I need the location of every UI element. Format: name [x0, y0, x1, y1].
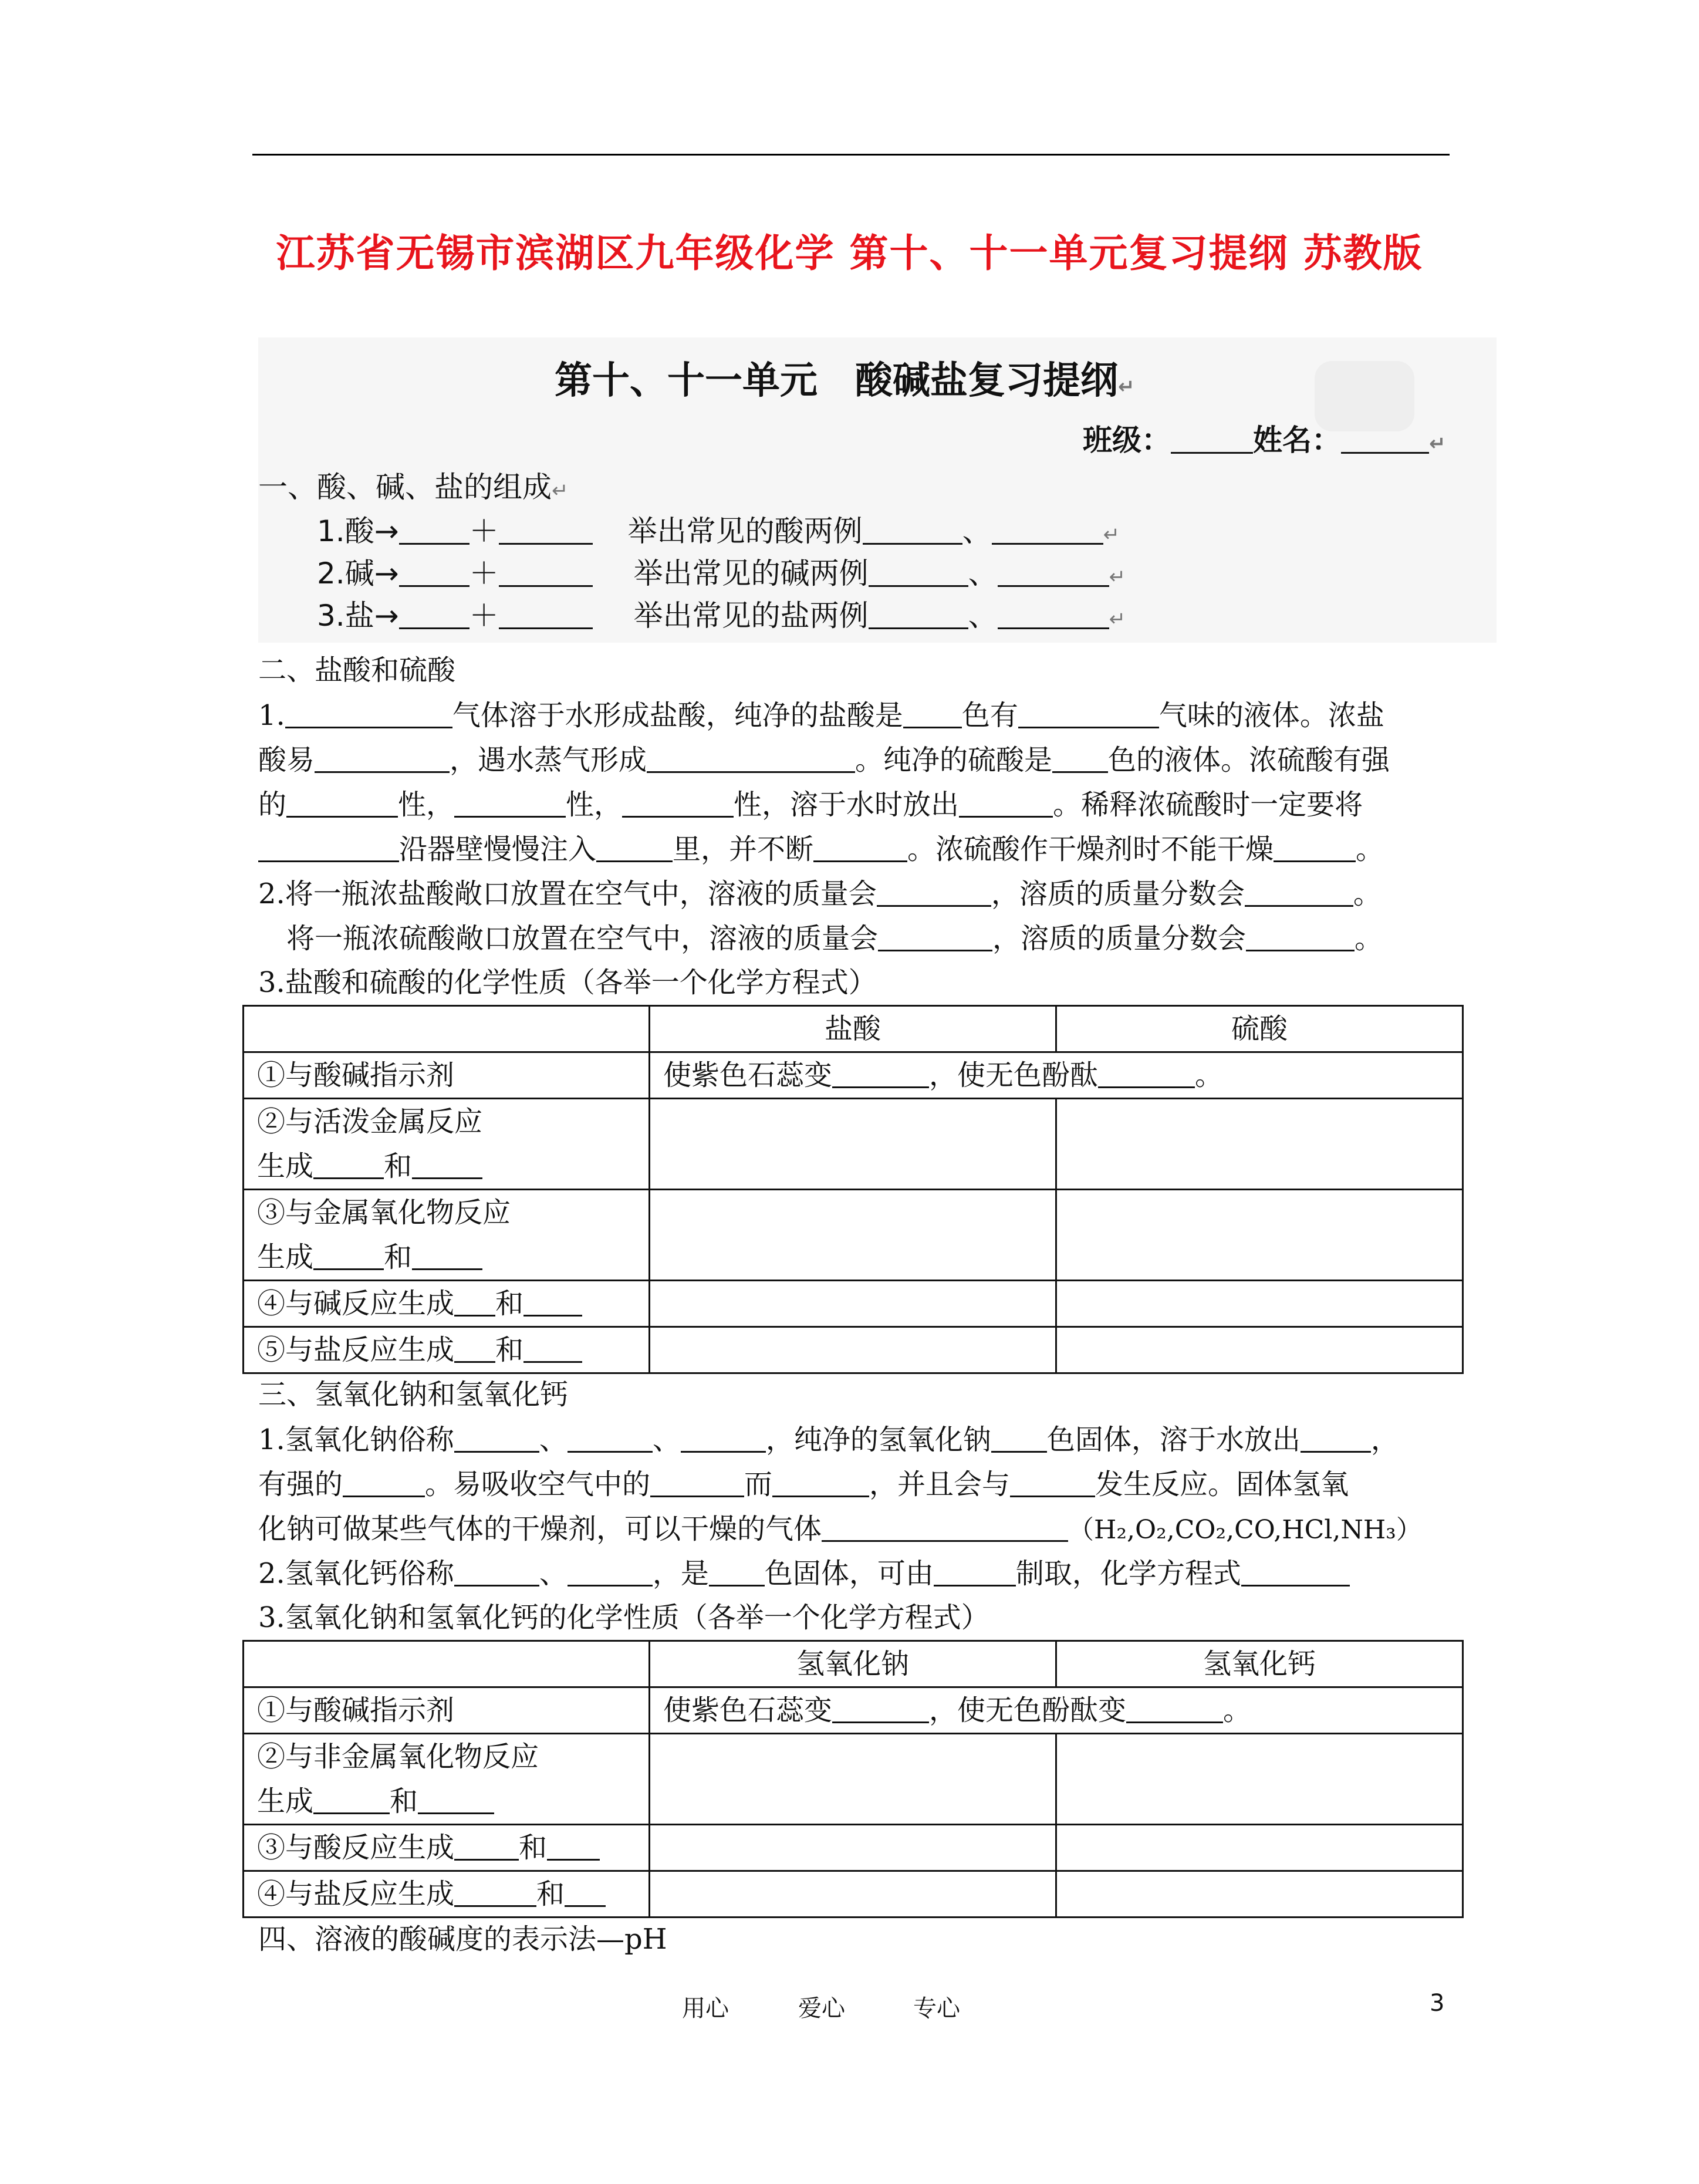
answer-cell[interactable]	[1056, 1734, 1463, 1825]
sec2-line-2	[258, 744, 1390, 777]
text: 1.氢氧化钠俗称	[258, 1423, 454, 1456]
blank	[877, 879, 991, 907]
table-row	[244, 1052, 1463, 1099]
answer-cell[interactable]	[650, 1825, 1056, 1871]
section-1-heading: 一、酸、碱、盐的组成↵	[258, 470, 569, 504]
row-label	[244, 1871, 650, 1918]
plus-sign: ＋	[469, 599, 499, 633]
blank	[1245, 879, 1353, 907]
blank	[869, 602, 968, 629]
blank	[832, 1061, 929, 1088]
blank	[454, 1833, 519, 1861]
text: 而	[744, 1468, 773, 1501]
class-label: 班级：	[1083, 423, 1171, 457]
footer-left: 用心	[682, 1995, 729, 2022]
blank	[568, 1559, 653, 1586]
text: 制取，化学方程式	[1015, 1557, 1241, 1590]
blank	[568, 1425, 653, 1453]
text: 色固体，可由	[764, 1557, 934, 1590]
sec3-line-3	[258, 1514, 1422, 1543]
sec2-line-6	[286, 924, 1383, 953]
blank	[647, 745, 855, 773]
blank	[991, 1425, 1047, 1453]
blank	[286, 790, 398, 818]
plus-sign: ＋	[469, 514, 499, 548]
blank	[399, 602, 469, 629]
text: ，并且会与	[869, 1468, 1011, 1501]
row-sep: 、	[968, 599, 998, 633]
blank	[822, 1514, 1068, 1542]
text: ②与非金属氧化物反应	[257, 1740, 539, 1773]
text: 酸易	[258, 744, 315, 777]
composition-row-salt: 3.盐→ ＋ 举出常见的盐两例 、 ↵	[317, 599, 1126, 633]
section-2-heading: 二、盐酸和硫酸	[258, 654, 456, 687]
section-3-heading: 三、氢氧化钠和氢氧化钙	[258, 1378, 569, 1411]
blank	[863, 517, 962, 545]
class-name-line: 班级： 姓名： ↵	[1083, 423, 1446, 457]
page-number: 3	[1430, 1990, 1445, 2017]
name-label: 姓名：	[1253, 423, 1341, 457]
blank	[412, 1152, 482, 1179]
answer-cell[interactable]	[1056, 1327, 1463, 1373]
blank	[998, 559, 1109, 587]
text: 生成	[257, 1241, 314, 1274]
sec3-line-4	[258, 1559, 1350, 1588]
text: ，使无色酚酞	[929, 1059, 1099, 1092]
blank	[813, 835, 907, 862]
text: ②与活泼金属反应	[257, 1105, 483, 1138]
text: 、	[539, 1557, 568, 1590]
text: 和	[384, 1150, 413, 1183]
table-row	[244, 1099, 1463, 1190]
text: 发生反应。固体氢氧	[1095, 1468, 1349, 1501]
sec2-line-5	[258, 879, 1382, 908]
plus-sign: ＋	[469, 556, 499, 590]
text: 有强的	[258, 1468, 343, 1501]
class-blank	[1171, 426, 1253, 454]
text: ，溶质的质量分数会	[992, 922, 1247, 955]
sec2-line-3	[258, 790, 1363, 819]
blank	[315, 745, 450, 773]
sec2-line-4	[258, 833, 1384, 866]
blank	[454, 1879, 536, 1907]
blank	[454, 1289, 495, 1317]
gas-list: （H₂,O₂,CO₂,CO,HCl,NH₃）	[1068, 1515, 1422, 1545]
text: ④与盐反应生成	[257, 1878, 455, 1910]
blank	[1301, 1425, 1371, 1453]
document-title: 江苏省无锡市滨湖区九年级化学 第十、十一单元复习提纲 苏教版	[276, 230, 1423, 276]
indicator-cell	[650, 1687, 1463, 1734]
composition-row-acid: 1.酸→ ＋ 举出常见的酸两例 、 ↵	[317, 514, 1120, 548]
sec3-line-1	[258, 1425, 1399, 1454]
composition-row-base: 2.碱→ ＋ 举出常见的碱两例 、 ↵	[317, 556, 1126, 590]
blank	[523, 1335, 582, 1363]
table-row	[244, 1734, 1463, 1825]
text: 。	[1195, 1059, 1224, 1092]
text: ，溶质的质量分数会	[991, 877, 1245, 910]
header-cell	[244, 1006, 650, 1052]
text: 1.	[258, 699, 285, 732]
blank	[650, 1470, 744, 1497]
text: 、	[652, 1423, 681, 1456]
row-prompt: 举出常见的碱两例	[633, 556, 869, 590]
header-cell: 盐酸	[650, 1006, 1056, 1052]
text: 气味的液体。浓盐	[1158, 699, 1384, 732]
text: 的	[258, 788, 287, 821]
indicator-cell	[650, 1052, 1463, 1099]
blank	[454, 1335, 495, 1363]
text: ③与酸反应生成	[257, 1831, 455, 1864]
base-properties-table	[242, 1640, 1464, 1918]
blank	[399, 559, 469, 587]
blank	[878, 924, 992, 951]
text: 生成	[257, 1785, 314, 1818]
answer-cell[interactable]	[650, 1734, 1056, 1825]
row-lead: 3.盐→	[317, 599, 399, 633]
row-prompt: 举出常见的盐两例	[633, 599, 869, 633]
blank	[1274, 835, 1356, 862]
text: 。浓硫酸作干燥剂时不能干燥	[907, 833, 1274, 866]
embedded-outline-image	[258, 337, 1497, 643]
answer-cell[interactable]	[1056, 1190, 1463, 1281]
table-row	[244, 1327, 1463, 1373]
text: 。	[1353, 877, 1382, 910]
blank	[934, 1559, 1016, 1586]
header-rule	[252, 154, 1450, 156]
text: 。稀释浓硫酸时一定要将	[1053, 788, 1363, 821]
table-row	[244, 1871, 1463, 1918]
blank	[596, 835, 673, 862]
text: 色的液体。浓硫酸有强	[1108, 744, 1390, 777]
blank	[454, 1425, 539, 1453]
blank	[1126, 1696, 1223, 1723]
text: 将一瓶浓硫酸敞口放置在空气中，溶液的质量会	[286, 922, 879, 955]
answer-cell[interactable]	[650, 1099, 1056, 1190]
text: 2.将一瓶浓盐酸敞口放置在空气中，溶液的质量会	[258, 877, 877, 910]
table-row	[244, 1190, 1463, 1281]
row-prompt: 举出常见的酸两例	[627, 514, 863, 548]
text: ，遇水蒸气形成	[450, 744, 647, 777]
text: 性，	[566, 788, 623, 821]
text: ③与金属氧化物反应	[257, 1196, 511, 1229]
blank	[869, 559, 968, 587]
row-label	[244, 1327, 650, 1373]
text: 。易吸收空气中的	[425, 1468, 651, 1501]
row-label	[244, 1099, 650, 1190]
blank	[454, 790, 566, 818]
text: 气体溶于水形成盐酸，纯净的盐酸是	[452, 699, 903, 732]
blank	[499, 559, 593, 587]
sec2-line-7: 3.盐酸和硫酸的化学性质（各举一个化学方程式）	[258, 966, 877, 999]
blank	[258, 835, 399, 862]
answer-cell[interactable]	[650, 1190, 1056, 1281]
blank	[499, 517, 593, 545]
text: 和	[384, 1241, 413, 1274]
row-label	[244, 1825, 650, 1871]
table-row	[244, 1687, 1463, 1734]
blank	[681, 1425, 766, 1453]
text: 。	[1355, 922, 1383, 955]
blank	[412, 1243, 482, 1270]
blank	[832, 1696, 929, 1723]
table-row	[244, 1825, 1463, 1871]
row-label	[244, 1734, 650, 1825]
blank	[285, 701, 452, 728]
blank	[343, 1470, 425, 1497]
text: 和	[495, 1334, 524, 1366]
blank	[313, 1152, 384, 1179]
text: 性，溶于水时放出	[734, 788, 960, 821]
blank	[499, 602, 593, 629]
outline-title: 第十、十一单元 酸碱盐复习提纲↵	[555, 359, 1135, 403]
sec3-line-5: 3.氢氧化钠和氢氧化钙的化学性质（各举一个化学方程式）	[258, 1601, 989, 1634]
answer-cell[interactable]	[650, 1281, 1056, 1327]
answer-cell[interactable]	[1056, 1281, 1463, 1327]
text: 和	[536, 1878, 565, 1910]
text: ⑤与盐反应生成	[257, 1334, 455, 1366]
blank	[772, 1470, 869, 1497]
section-4-heading: 四、溶液的酸碱度的表示法—pH	[258, 1923, 667, 1956]
row-label	[244, 1190, 650, 1281]
answer-cell[interactable]	[1056, 1099, 1463, 1190]
text: ，是	[652, 1557, 709, 1590]
text: 色固体，溶于水放出	[1046, 1423, 1301, 1456]
answer-cell[interactable]	[1056, 1871, 1463, 1918]
text: 性，	[398, 788, 455, 821]
answer-cell[interactable]	[1056, 1825, 1463, 1871]
blank	[959, 790, 1053, 818]
row-label: ①与酸碱指示剂	[244, 1687, 650, 1734]
text: 和	[390, 1785, 418, 1818]
row-lead: 1.酸→	[317, 514, 399, 548]
text: 和	[495, 1287, 524, 1320]
section-1-text: 一、酸、碱、盐的组成	[258, 470, 552, 504]
text: 生成	[257, 1150, 314, 1183]
text: ，	[1370, 1423, 1399, 1456]
text: 沿器壁慢慢注入	[399, 833, 597, 866]
text: ，使无色酚酞变	[929, 1694, 1127, 1727]
blank	[992, 517, 1103, 545]
header-cell: 氢氧化钙	[1056, 1641, 1463, 1687]
text: 2.氢氧化钙俗称	[258, 1557, 454, 1590]
text: 使紫色石蕊变	[663, 1694, 833, 1727]
blank	[313, 1243, 384, 1270]
outline-title-text: 第十、十一单元 酸碱盐复习提纲	[555, 359, 1118, 403]
text: 里，并不断	[673, 833, 814, 866]
blank	[903, 701, 962, 728]
text: 。	[1356, 833, 1384, 866]
header-cell: 硫酸	[1056, 1006, 1463, 1052]
blank	[1246, 924, 1355, 951]
text: ④与碱反应生成	[257, 1287, 455, 1320]
blank	[565, 1879, 606, 1907]
text: 化钠可做某些气体的干燥剂，可以干燥的气体	[258, 1513, 822, 1545]
row-sep: 、	[968, 556, 998, 590]
blank	[622, 790, 734, 818]
blank	[523, 1289, 582, 1317]
text: 色有	[961, 699, 1018, 732]
table-row	[244, 1281, 1463, 1327]
text: ，纯净的氢氧化钠	[765, 1423, 991, 1456]
row-label: ①与酸碱指示剂	[244, 1052, 650, 1099]
text: 使紫色石蕊变	[663, 1059, 833, 1092]
row-sep: 、	[962, 514, 992, 548]
blank	[1052, 745, 1108, 773]
blank	[418, 1787, 494, 1814]
name-blank	[1341, 426, 1429, 454]
blank	[1241, 1559, 1350, 1586]
blank	[1018, 701, 1159, 728]
acid-properties-table	[242, 1005, 1464, 1374]
blank	[709, 1559, 765, 1586]
header-cell: 氢氧化钠	[650, 1641, 1056, 1687]
table-header-row	[244, 1006, 1463, 1052]
blank	[1010, 1470, 1095, 1497]
row-lead: 2.碱→	[317, 556, 399, 590]
row-label	[244, 1281, 650, 1327]
blank	[547, 1833, 600, 1861]
text: 。	[1223, 1694, 1252, 1727]
blank	[454, 1559, 539, 1586]
sec3-line-2	[258, 1468, 1349, 1501]
answer-cell[interactable]	[650, 1327, 1056, 1373]
text: 。纯净的硫酸是	[855, 744, 1053, 777]
header-cell	[244, 1641, 650, 1687]
answer-cell[interactable]	[650, 1871, 1056, 1918]
sec2-line-1	[258, 701, 1384, 730]
table-header-row	[244, 1641, 1463, 1687]
blank	[313, 1787, 390, 1814]
text: 和	[519, 1831, 548, 1864]
footer-mid: 爱心	[798, 1995, 845, 2022]
blank	[1098, 1061, 1195, 1088]
footer-right: 专心	[913, 1995, 960, 2022]
text: 、	[539, 1423, 568, 1456]
blank	[399, 517, 469, 545]
blank	[998, 602, 1109, 629]
